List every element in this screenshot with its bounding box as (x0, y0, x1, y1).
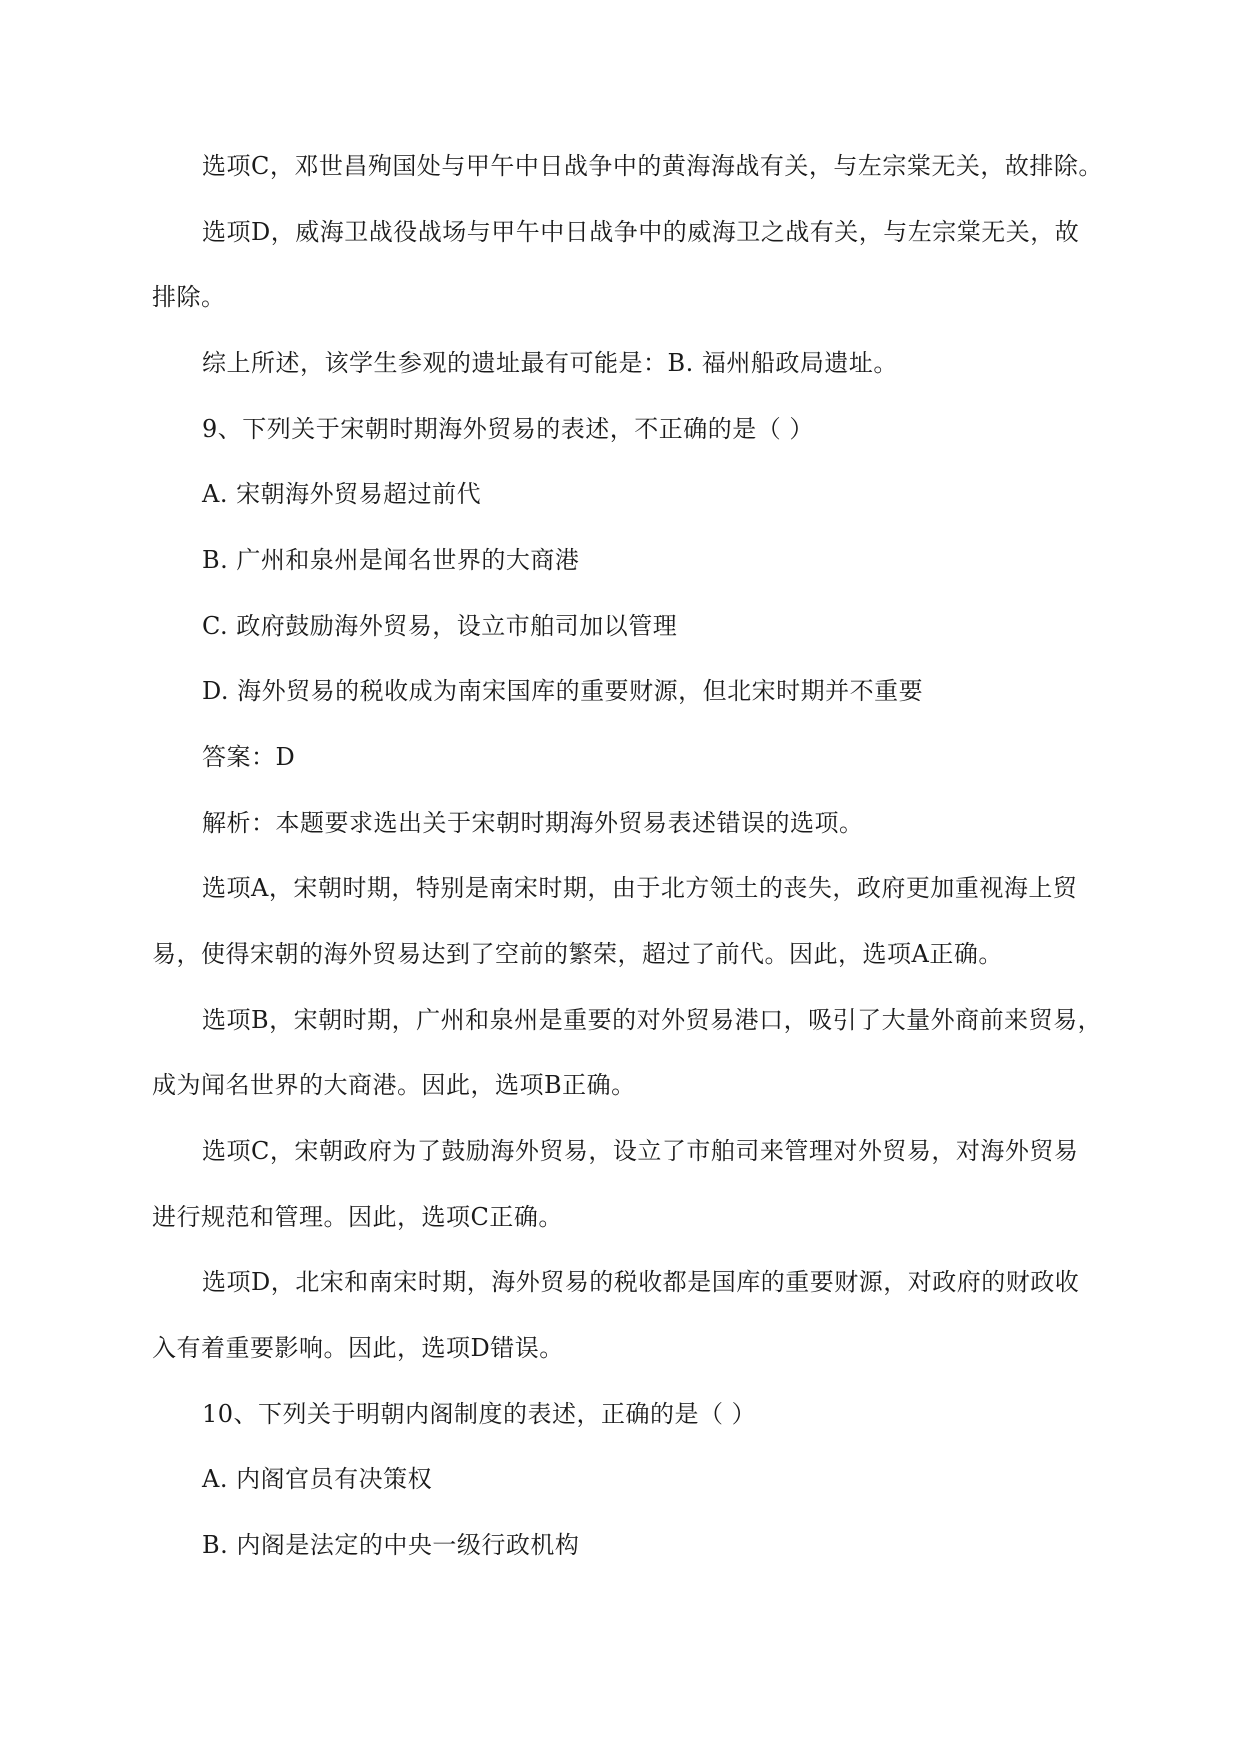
paragraph-line: 成为闻名世界的大商港。因此，选项B正确。 (152, 1071, 636, 1099)
paragraph-line: 选项C，宋朝政府为了鼓励海外贸易，设立了市舶司来管理对外贸易，对海外贸易 (202, 1137, 1079, 1165)
paragraph-line: 选项D，威海卫战役战场与甲午中日战争中的威海卫之战有关，与左宗棠无关，故 (202, 218, 1080, 246)
paragraph-line: 选项D，北宋和南宋时期，海外贸易的税收都是国库的重要财源，对政府的财政收 (202, 1268, 1080, 1296)
analysis-intro: 解析：本题要求选出关于宋朝时期海外贸易表述错误的选项。 (202, 809, 864, 837)
question-stem: 9、下列关于宋朝时期海外贸易的表述，不正确的是（ ） (202, 415, 814, 443)
option-a: A. 宋朝海外贸易超过前代 (202, 480, 482, 508)
paragraph-line: 进行规范和管理。因此，选项C正确。 (152, 1203, 563, 1231)
paragraph-line: 排除。 (152, 283, 226, 311)
question-stem: 10、下列关于明朝内阁制度的表述，正确的是（ ） (202, 1400, 757, 1428)
option-d: D. 海外贸易的税收成为南宋国库的重要财源，但北宋时期并不重要 (202, 677, 924, 705)
answer-line: 答案：D (202, 743, 296, 771)
paragraph-line: 易，使得宋朝的海外贸易达到了空前的繁荣，超过了前代。因此，选项A正确。 (152, 940, 1003, 968)
option-b: B. 广州和泉州是闻名世界的大商港 (202, 546, 580, 574)
option-c: C. 政府鼓励海外贸易，设立市舶司加以管理 (202, 612, 678, 640)
option-b: B. 内阁是法定的中央一级行政机构 (202, 1531, 580, 1559)
paragraph-line: 综上所述，该学生参观的遗址最有可能是：B. 福州船政局遗址。 (202, 349, 898, 377)
paragraph-line: 选项A，宋朝时期，特别是南宋时期，由于北方领土的丧失，政府更加重视海上贸 (202, 874, 1078, 902)
paragraph-line: 选项B，宋朝时期，广州和泉州是重要的对外贸易港口，吸引了大量外商前来贸易， (202, 1006, 1103, 1034)
paragraph-line: 入有着重要影响。因此，选项D错误。 (152, 1334, 564, 1362)
paragraph-line: 选项C，邓世昌殉国处与甲午中日战争中的黄海海战有关，与左宗棠无关，故排除。 (202, 152, 1103, 180)
option-a: A. 内阁官员有决策权 (202, 1465, 433, 1493)
